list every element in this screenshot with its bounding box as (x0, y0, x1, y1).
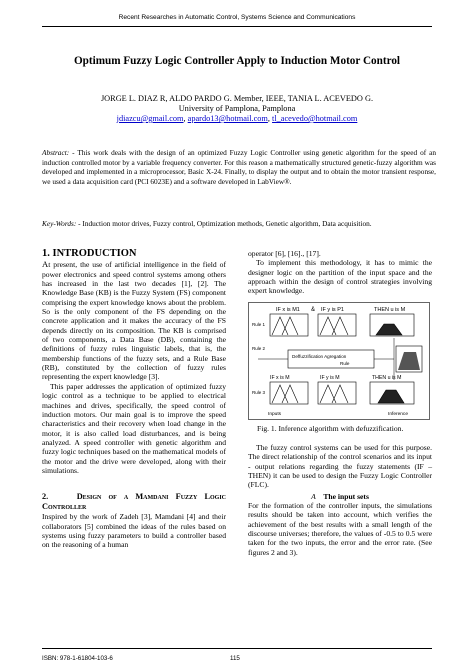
running-head: Recent Researches in Automatic Control, Systems Science and Communications (118, 14, 356, 21)
fig-center-box (288, 350, 374, 368)
email-link-2[interactable]: apardo13@hotmail.com (187, 114, 268, 123)
fig-rule1-then: THEN u is M (374, 307, 406, 313)
fig-label-rule2: Rule 2 (252, 346, 266, 351)
fig-center-label: Deffuzzification Agregation (292, 354, 347, 359)
email-link-3[interactable]: tl_acevedo@hotmail.com (272, 114, 358, 123)
fig-center-label-2: Rule (340, 361, 350, 366)
paper-title: Optimum Fuzzy Logic Controller Apply to Induction Motor Control (73, 55, 401, 67)
intro-paragraph-2: This paper addresses the application of optimized fuzzy logic control as a technique to be applied to electrical machines and drives, specifically, the speed control of induction motors. Our main goal is to improve the speed characteristics and their recovery when load change in the motor, it is also called load disturbances, and is being analyzed. A speed controller with genetic algorithm and fuzzy logic techniques based on the mathematical models of the motor and the drive were developed, along with their simulations. (42, 381, 226, 475)
abstract (42, 148, 436, 186)
author-names: JORGE L. DIAZ R, ALDO PARDO G. Member, IEEE, TANIA L. ACEVEDO G. (100, 94, 374, 103)
right-paragraph-3: The fuzzy control systems can be used for this purpose. The direct relationship of the control scenarios and its input - output relations regarding the fuzzy statements (IF – THEN) it can be used to design the Fuzzy Logic Controller (FLC). (248, 443, 432, 490)
author-block (0, 94, 474, 124)
footer-page-number: 115 (230, 655, 240, 662)
section-2-paragraph-1: Inspired by the work of Zadeh [3], Mamdani [4] and their collaborators [5] combined the ideas of the rules based on systems using fuzzy parameters to build a controller based on the reasoning of a human (42, 512, 226, 550)
fig-rule1-if-y: IF y is P1 (321, 307, 344, 313)
keywords-text: - Induction motor drives, Fuzzy control, Optimization methods, Genetic algorithm, Data acquisition. (78, 219, 372, 228)
intro-paragraph-1: At present, the use of artificial intelligence in the field of power electronics and speed control systems among others has increased in the last two decades [1], [2]. The Knowledge Base (KB) is the Fuzzy System (FS) component comprising the expert knowledge knows about the problem. So is the only component of the FS depending on the concrete application and it makes the accuracy of the FS depends directly on its composition. The KB is comprised of two components, a Data Base (DB), containing the definitions of fuzzy rules linguistic labels, that is, the membership functions of the fuzzy sets, and a Rule Base (RB), constituted by the collection of fuzzy rules representing the expert knowledge [3]. (42, 259, 226, 382)
subsection-a-heading: A The input sets (311, 491, 369, 501)
fig-label-rule3: Rule 3 (252, 390, 266, 395)
fig-label-rule1: Rule 1 (252, 322, 266, 327)
right-paragraph-1: operator [6], [16]., [17]. (248, 249, 321, 258)
abstract-label: Abstract: (42, 148, 73, 157)
right-paragraph-2: To implement this methodology, it has to mimic the designer logic on the partition of the input space and the approach within the design of control strategies involving expert knowledge. (248, 258, 432, 296)
header-rule (42, 26, 432, 27)
abstract-text: - This work deals with the design of an optimized Fuzzy Logic Controller using genetic algorithm for the speed of an induction controlled motor by a variable frequency converter. For this reason a mathematically structured genetic-fuzzy algorithm was developed and implemented in a microprocessor, Basic X-24. Finally, to display the output and to obtain the motor transient response, we used a data acquisition card (PCI 6023E) and a software developed in LabView®. (42, 148, 437, 186)
affiliation: University of Pamplona, Pamplona (178, 104, 296, 113)
inference-figure (248, 302, 430, 420)
right-column-top (248, 249, 432, 296)
fig-rule1-if-x: IF x is M1 (276, 307, 300, 313)
footer-rule (42, 648, 432, 649)
fig-label-inference: Inference (388, 412, 409, 417)
email-link-1[interactable]: jdiazcu@gmail.com (116, 114, 184, 123)
drop-cap: A (42, 259, 49, 270)
fig-and-1: & (311, 307, 316, 313)
figure-caption: Fig. 1. Inference algorithm with defuzzification. (257, 424, 404, 433)
right-column-bottom (248, 443, 432, 557)
section-2-heading: 2. Design of a Mamdani Fuzzy Logic Controller (42, 492, 227, 512)
section-1-heading: 1. INTRODUCTION (42, 248, 137, 259)
fig-rule2-if-x: IF x is M (270, 375, 290, 381)
keywords-label: Key-Words: (42, 219, 79, 228)
fig-rule2-if-y: IF y is M (320, 375, 340, 381)
keywords (42, 219, 436, 229)
fig-rule2-then: THEN u is M (372, 375, 402, 381)
email-line: jdiazcu@gmail.com, apardo13@hotmail.com, tl_acevedo@hotmail.com (116, 114, 358, 123)
left-column (42, 249, 226, 550)
fig-label-inputs: Inputs (268, 412, 282, 417)
right-paragraph-4: For the formation of the controller inputs, the simulations results should be taken into account, which verifies the achievement of the best results with a small length of the discourse universes; therefore, the values of -0.5 to 0.5 were taken for the two inputs, the error and the error rate. (See figures 2 and 3). (248, 501, 432, 557)
footer-isbn: ISBN: 978-1-61804-103-6 (42, 655, 113, 662)
